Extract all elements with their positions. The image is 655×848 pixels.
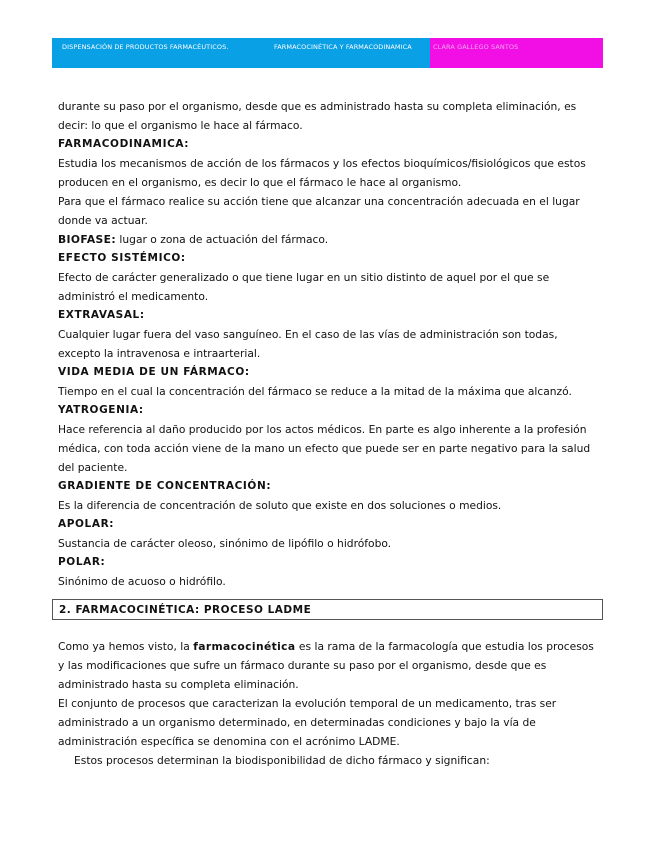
- term-text-gradiente: Es la diferencia de concentración de soluto que existe en dos soluciones o medios.: [58, 499, 502, 512]
- glossary-section: [58, 97, 598, 591]
- p1-before: Como ya hemos visto, la: [58, 640, 194, 653]
- term-text-biofase: lugar o zona de actuación del fármaco.: [116, 233, 329, 246]
- term-title-gradiente: GRADIENTE DE CONCENTRACIÓN:: [58, 480, 272, 492]
- term-title-extravasal: EXTRAVASAL:: [58, 309, 145, 321]
- term-title-apolar: APOLAR:: [58, 518, 115, 530]
- term-title-vida-media: VIDA MEDIA DE UN FÁRMACO:: [58, 366, 250, 378]
- section-2-paragraph-1: [58, 637, 598, 694]
- term-biofase: [58, 230, 598, 249]
- term-title-biofase: BIOFASE:: [58, 233, 117, 246]
- p1-after: es la rama de la farmacología que estudia los procesos y las modificaciones que sufre un fármaco durante su paso por el organismo, desde que es administrado hasta su completa eliminación.: [58, 640, 594, 691]
- section-2-paragraph-2: El conjunto de procesos que caracterizan la evolución temporal de un medicamento, tras ser administrado a un organismo determinado, en determinadas condiciones y bajo la vía de administración específica se denomina con el acrónimo LADME.: [58, 697, 557, 748]
- page-header: [52, 38, 603, 68]
- term-text-yatrogenia: Hace referencia al daño producido por los actos médicos. En parte es algo inherente a la profesión médica, con toda acción viene de la mano un efecto que puede ser en parte negativo para la salud del paciente.: [58, 423, 591, 474]
- term-text-efecto: Efecto de carácter generalizado o que tiene lugar en un sitio distinto de aquel por el que se administró el medicamento.: [58, 271, 550, 303]
- intro-paragraph: durante su paso por el organismo, desde que es administrado hasta su completa eliminación, es decir: lo que el organismo le hace al fármaco.: [58, 100, 577, 132]
- section-2-body: [58, 637, 598, 770]
- p1-bold-term: farmacocinética: [193, 640, 296, 653]
- term-text-farmacodinamica: Estudia los mecanismos de acción de los fármacos y los efectos bioquímicos/fisiológicos que estos producen en el organismo, es decir lo que el fármaco le hace al organismo.: [58, 157, 586, 189]
- header-blue-band: [52, 38, 430, 68]
- term-title-farmacodinamica: FARMACODINAMICA:: [58, 138, 190, 150]
- term-text-vida-media: Tiempo en el cual la concentración del fármaco se reduce a la mitad de la máxima que alcanzó.: [58, 385, 572, 398]
- term-text-farmacodinamica-2: Para que el fármaco realice su acción tiene que alcanzar una concentración adecuada en el lugar donde va actuar.: [58, 195, 580, 227]
- header-pink-band: [430, 38, 603, 68]
- term-title-polar: POLAR:: [58, 556, 106, 568]
- header-author: CLARA GALLEGO SANTOS: [433, 43, 519, 51]
- section-2-paragraph-3: Estos procesos determinan la biodisponibilidad de dicho fármaco y significan:: [74, 754, 490, 767]
- term-text-apolar: Sustancia de carácter oleoso, sinónimo de lipófilo o hidrófobo.: [58, 537, 392, 550]
- term-title-yatrogenia: YATROGENIA:: [58, 404, 144, 416]
- header-unit-title: FARMACOCINÉTICA Y FARMACODINAMICA: [274, 43, 412, 51]
- term-text-polar: Sinónimo de acuoso o hidrófilo.: [58, 575, 226, 588]
- section-2-heading: 2. FARMACOCINÉTICA: PROCESO LADME: [52, 599, 603, 620]
- header-course-title: DISPENSACIÓN DE PRODUCTOS FARMACÉUTICOS.: [62, 43, 229, 51]
- term-text-extravasal: Cualquier lugar fuera del vaso sanguíneo. En el caso de las vías de administración son todas, excepto la intravenosa e intraarterial.: [58, 328, 558, 360]
- term-title-efecto: EFECTO SISTÉMICO:: [58, 252, 186, 264]
